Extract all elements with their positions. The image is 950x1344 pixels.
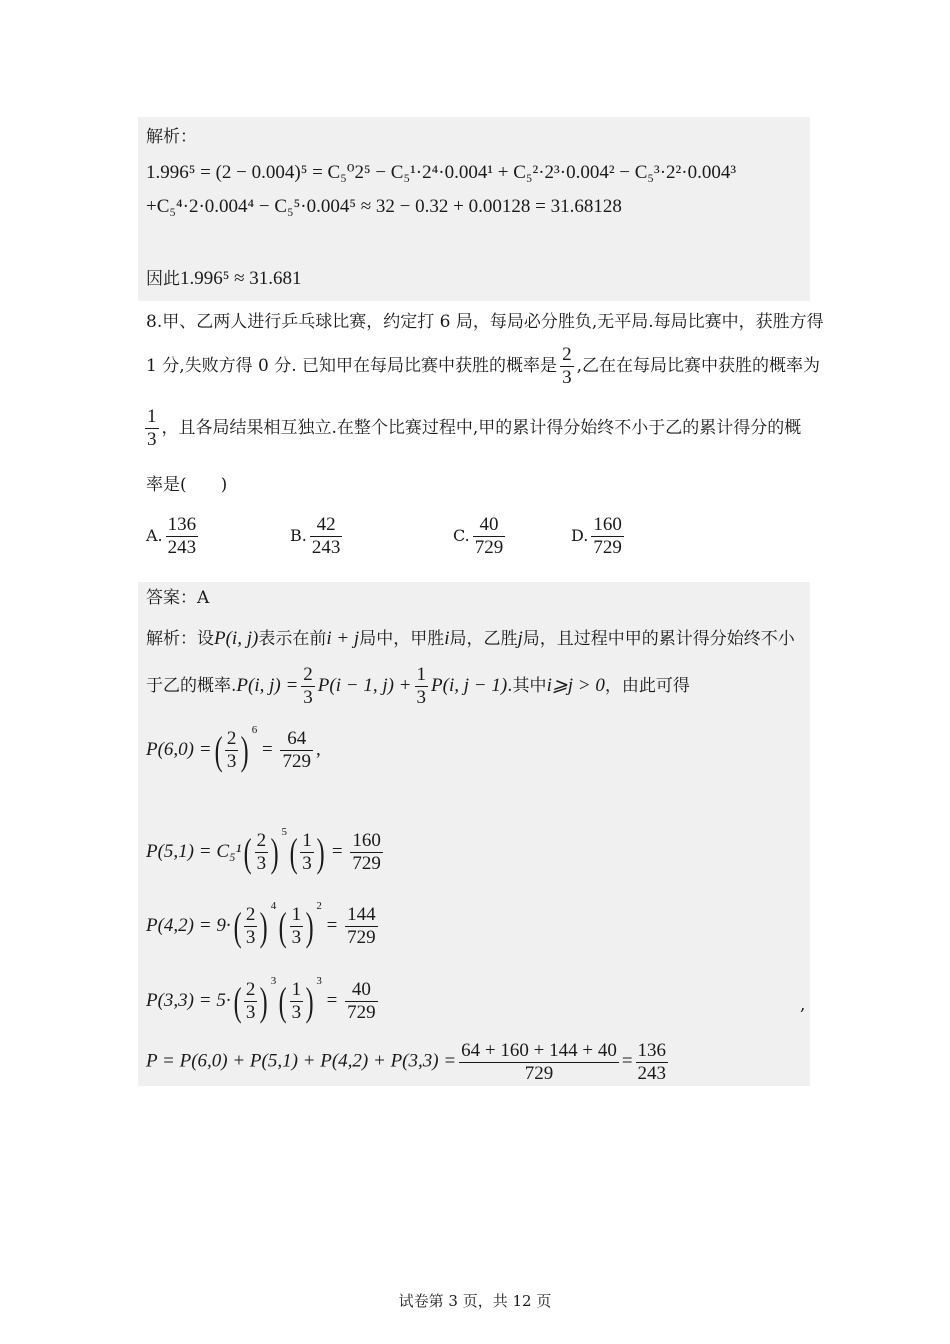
- question-line-3-text: ，且各局结果相互独立.在整个比赛过程中,甲的累计得分始终不小于乙的累计得分的概: [161, 417, 802, 438]
- p42-paren-1-3: ( $\frac{1}{3}$ ): [278, 903, 314, 949]
- p33-exp-a: 3: [270, 975, 277, 987]
- p51-lhs: P(5,1) = C₅¹: [146, 841, 242, 862]
- option-d-den: 729: [593, 536, 622, 558]
- p33-frac-b-den: 3: [291, 1002, 302, 1024]
- option-a-den: 243: [167, 536, 197, 558]
- p42-lhs: P(4,2) = 9·: [146, 915, 231, 936]
- p51-result-den: 729: [352, 853, 381, 875]
- p51-result: [350, 830, 383, 875]
- p42-frac-a-num: 2: [245, 904, 256, 926]
- question-line-2: [146, 344, 820, 389]
- option-b-num: 42: [310, 514, 343, 537]
- p42-frac-b-den: 3: [291, 927, 302, 949]
- p60-result: [280, 728, 313, 773]
- p60-paren-2-3: ( $\frac{2}{3}$ ): [214, 727, 250, 773]
- equation-p42: P(4,2) = 9·( $\frac{2}{3}$ ) $^4$( $\frac{1}{3}$ ) $^2$ = $\frac{144}{729}$: [146, 900, 376, 949]
- final-sum-num: 64 + 160 + 144 + 40: [461, 1040, 617, 1061]
- q-win-den: 3: [147, 428, 157, 450]
- option-b-den: 243: [311, 536, 341, 558]
- p33-exp-b: 3: [316, 975, 322, 987]
- p33-frac-b-num: 1: [291, 979, 302, 1001]
- p51-paren-1-3: ( $\frac{1}{3}$ ): [289, 829, 325, 875]
- p42-result-num: 144: [347, 904, 376, 926]
- p51-exp-a: 5: [281, 826, 287, 838]
- p33-frac-a-den: 3: [245, 1002, 256, 1024]
- p60-exp: 6: [251, 724, 258, 736]
- p33-lhs: P(3,3) = 5·: [146, 990, 231, 1011]
- analysis-line-1: [146, 628, 795, 651]
- recurrence-frac-1-3: [415, 664, 429, 709]
- option-d-letter: D.: [571, 525, 589, 545]
- question-line-4: 率是( ): [146, 475, 228, 495]
- p-win-fraction: [560, 344, 574, 389]
- analysis-line-2a: 于乙的概率.: [146, 675, 237, 696]
- analysis-e: 局，且过程中甲的累计得分始终不小: [522, 629, 795, 649]
- conclusion-prefix: 因此: [146, 269, 180, 289]
- block1-equation-line1: 1.996⁵ = (2 − 0.004)⁵ = C₅⁰2⁵ − C₅¹·2⁴·0.004¹ + C₅²·2³·0.004² − C₅³·2²·0.004³: [146, 162, 737, 183]
- p51-frac-b-den: 3: [302, 853, 312, 875]
- page-footer: 试卷第 3 页，共 12 页: [398, 1292, 552, 1310]
- p42-frac-b-num: 1: [291, 904, 302, 926]
- analysis-d: 局，乙胜: [449, 629, 518, 649]
- final-sum-den: 729: [524, 1062, 554, 1084]
- analysis-b: 表示在前: [258, 629, 327, 649]
- recurrence-term-2: P(i, j − 1): [431, 674, 508, 696]
- option-c-den: 729: [474, 536, 504, 558]
- block1-conclusion: [146, 268, 302, 291]
- p51-paren-2-3: ( $\frac{2}{3}$ ): [243, 829, 279, 875]
- analysis-a: 解析：设: [146, 629, 214, 649]
- p60-tail: ,: [315, 739, 321, 760]
- recurrence-frac-1-num: 2: [303, 664, 313, 685]
- p42-exp-a: 4: [270, 900, 277, 912]
- stray-comma: ,: [800, 995, 806, 1015]
- question-line-2b: ,乙在在每局比赛中获胜的概率为: [576, 355, 820, 376]
- p51-frac-a-num: 2: [256, 830, 267, 852]
- analysis-pij: P(i, j): [214, 628, 259, 649]
- equation-p51: P(5,1) = C₅¹( $\frac{2}{3}$ ) $^5$( $\frac{1}{3}$ ) = $\frac{160}{729}$: [146, 826, 381, 875]
- option-c-num: 40: [473, 514, 506, 537]
- option-a-num: 136: [167, 514, 197, 535]
- p60-lhs: P(6,0) =: [146, 739, 212, 760]
- analysis-i: i: [444, 628, 450, 649]
- final-result-den: 243: [637, 1062, 667, 1084]
- analysis-line-2b: .其中: [507, 675, 547, 696]
- p33-result: [345, 979, 378, 1024]
- q-win-num: 1: [147, 406, 157, 427]
- p42-result: [345, 904, 378, 949]
- final-lhs: P = P(6,0) + P(5,1) + P(4,2) + P(3,3) =: [146, 1050, 457, 1072]
- p42-frac-a-den: 3: [245, 927, 256, 949]
- question-line-3: [142, 406, 801, 451]
- recurrence-condition: i⩾j > 0: [546, 674, 605, 696]
- p33-frac-a-num: 2: [245, 979, 256, 1001]
- p33-result-den: 729: [347, 1002, 376, 1024]
- q-win-fraction: [145, 406, 159, 451]
- recurrence-frac-2-3: [301, 664, 315, 709]
- option-c-fraction: [473, 514, 506, 559]
- option-d-num: 160: [593, 514, 622, 535]
- question-line-2a: 1 分,失败方得 0 分. 已知甲在每局比赛中获胜的概率是: [146, 355, 558, 376]
- p60-result-den: 729: [282, 751, 311, 773]
- p42-paren-2-3: ( $\frac{2}{3}$ ): [233, 903, 269, 949]
- final-sum-fraction: [459, 1040, 619, 1085]
- p33-result-num: 40: [345, 979, 378, 1002]
- equation-p60: P(6,0) =( $\frac{2}{3}$ ) $^6$ = $\frac{64}{729}$ ,: [146, 724, 321, 773]
- p42-exp-b: 2: [316, 900, 322, 912]
- p60-result-num: 64: [280, 728, 313, 751]
- final-result-fraction: [636, 1040, 669, 1085]
- option-b-fraction: [310, 514, 343, 559]
- option-b-letter: B.: [290, 525, 307, 545]
- option-a-fraction: [166, 514, 199, 559]
- option-a[interactable]: [146, 514, 201, 559]
- recurrence-frac-2-den: 3: [416, 686, 427, 708]
- block1-equation-line2: +C₅⁴·2·0.004⁴ − C₅⁵·0.004⁵ ≈ 32 − 0.32 + 0.00128 = 31.68128: [146, 196, 622, 217]
- question-line-1: 8.甲、乙两人进行乒乓球比赛，约定打 6 局，每局必分胜负,无平局.每局比赛中，获胜方得: [146, 312, 824, 332]
- answer-label: 答案：A: [146, 588, 210, 608]
- recurrence-term-1: P(i − 1, j) +: [317, 674, 412, 696]
- option-d-fraction: [591, 514, 624, 559]
- block1-heading: 解析：: [146, 127, 197, 147]
- p33-paren-1-3: ( $\frac{1}{3}$ ): [278, 978, 314, 1024]
- equation-p33: P(3,3) = 5·( $\frac{2}{3}$ ) $^3$( $\frac{1}{3}$ ) $^3$ = $\frac{40}{729}$: [146, 975, 376, 1024]
- option-d[interactable]: [571, 514, 627, 559]
- p60-frac-den: 3: [226, 751, 237, 773]
- conclusion-math: 1.996⁵ ≈ 31.681: [180, 268, 302, 289]
- analysis-line-2c: ，由此可得: [604, 675, 690, 696]
- p51-frac-b-num: 1: [302, 830, 312, 852]
- analysis-j: j: [517, 628, 523, 649]
- option-c[interactable]: [453, 514, 508, 559]
- equation-final: [146, 1040, 671, 1085]
- p60-frac-num: 2: [226, 728, 237, 750]
- recurrence-frac-1-den: 3: [303, 686, 313, 708]
- analysis-line-2: [146, 664, 690, 709]
- option-c-letter: C.: [453, 525, 470, 545]
- analysis-iplusj: i + j: [326, 628, 360, 649]
- p33-paren-2-3: ( $\frac{2}{3}$ ): [233, 978, 269, 1024]
- final-eq: =: [621, 1050, 633, 1072]
- option-b[interactable]: [290, 514, 345, 559]
- final-result-num: 136: [637, 1040, 667, 1061]
- p-win-den: 3: [562, 366, 572, 388]
- p51-frac-a-den: 3: [256, 853, 267, 875]
- p51-result-num: 160: [352, 830, 381, 852]
- recurrence-lhs: P(i, j) =: [236, 674, 299, 696]
- option-a-letter: A.: [146, 525, 163, 545]
- p-win-num: 2: [562, 344, 572, 365]
- p42-result-den: 729: [347, 927, 376, 949]
- recurrence-frac-2-num: 1: [416, 664, 427, 685]
- analysis-c: 局中，甲胜: [359, 629, 445, 649]
